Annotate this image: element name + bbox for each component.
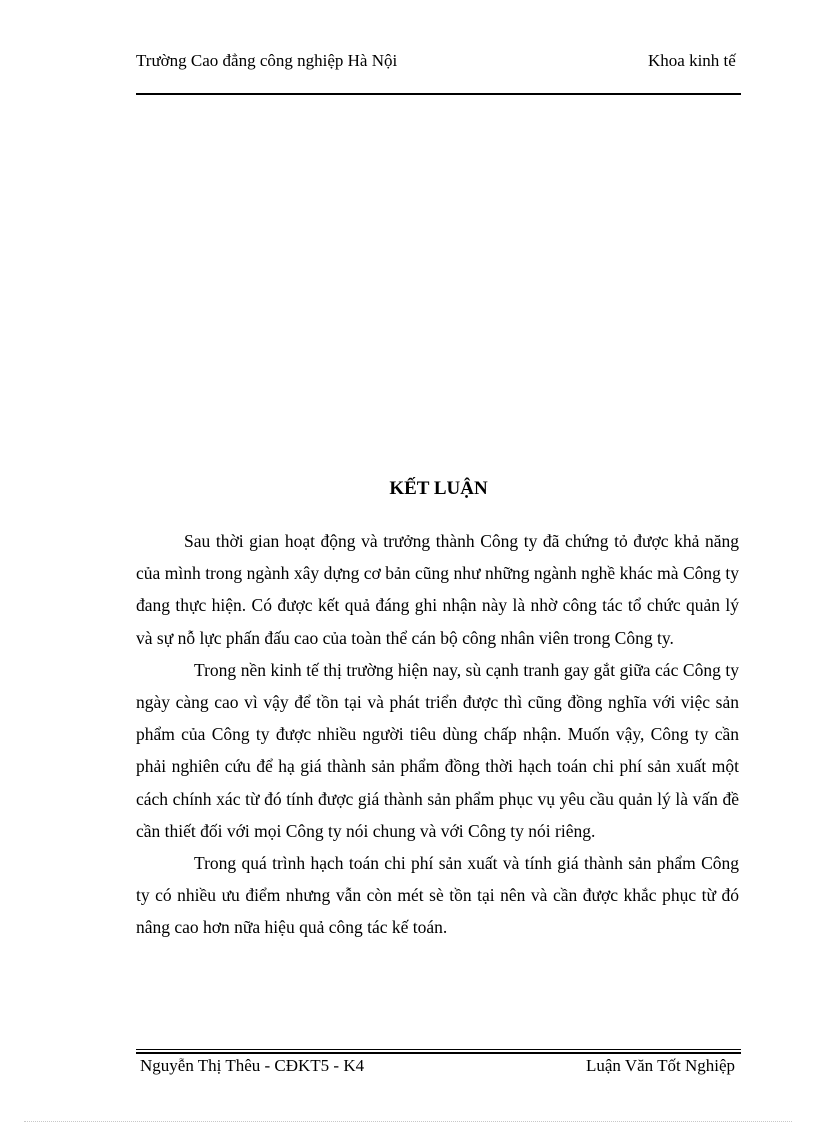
- footer-divider-thin: [136, 1049, 741, 1050]
- conclusion-body: [136, 525, 739, 944]
- footer-author: Nguyễn Thị Thêu - CĐKT5 - K4: [140, 1056, 365, 1075]
- page-edge-divider: [24, 1121, 792, 1122]
- section-title: KẾT LUẬN: [389, 478, 488, 499]
- paragraph-1: Sau thời gian hoạt động và trưởng thành Công ty đã chứng tỏ được khả năng của mình trong ngành xây dựng cơ bản cũng như những ngành nghề khác mà Công ty đang thực hiện. Có được kết quả đáng ghi nhận này là nhờ công tác tổ chức quản lý và sự nỗ lực phấn đấu cao của toàn thể cán bộ công nhân viên trong Công ty.: [136, 531, 739, 648]
- footer-divider-thick: [136, 1052, 741, 1054]
- header-divider: [136, 93, 741, 95]
- faculty-name: Khoa kinh tế: [648, 51, 736, 70]
- paragraph-3: Trong quá trình hạch toán chi phí sản xuất và tính giá thành sản phẩm Công ty có nhiều ưu điểm nhưng vẫn còn mét sè tồn tại nên và cần được khắc phục từ đó nâng cao hơn nữa hiệu quả công tác kế toán.: [136, 853, 739, 938]
- footer-document-type: Luận Văn Tốt Nghiệp: [585, 1056, 735, 1075]
- school-name: Trường Cao đẳng công nghiệp Hà Nội: [136, 51, 398, 70]
- paragraph-2: Trong nền kinh tế thị trường hiện nay, sù cạnh tranh gay gắt giữa các Công ty ngày càng cao vì vậy để tồn tại và phát triển được thì cũng đồng nghĩa với việc sản phẩm của Công ty được nhiều người tiêu dùng chấp nhận. Muốn vậy, Công ty cần phải nghiên cứu để hạ giá thành sản phẩm đồng thời hạch toán chi phí sản xuất một cách chính xác từ đó tính được giá thành sản phẩm phục vụ yêu cầu quản lý là vấn đề cần thiết đối với mọi Công ty nói chung và với Công ty nói riêng.: [136, 659, 739, 841]
